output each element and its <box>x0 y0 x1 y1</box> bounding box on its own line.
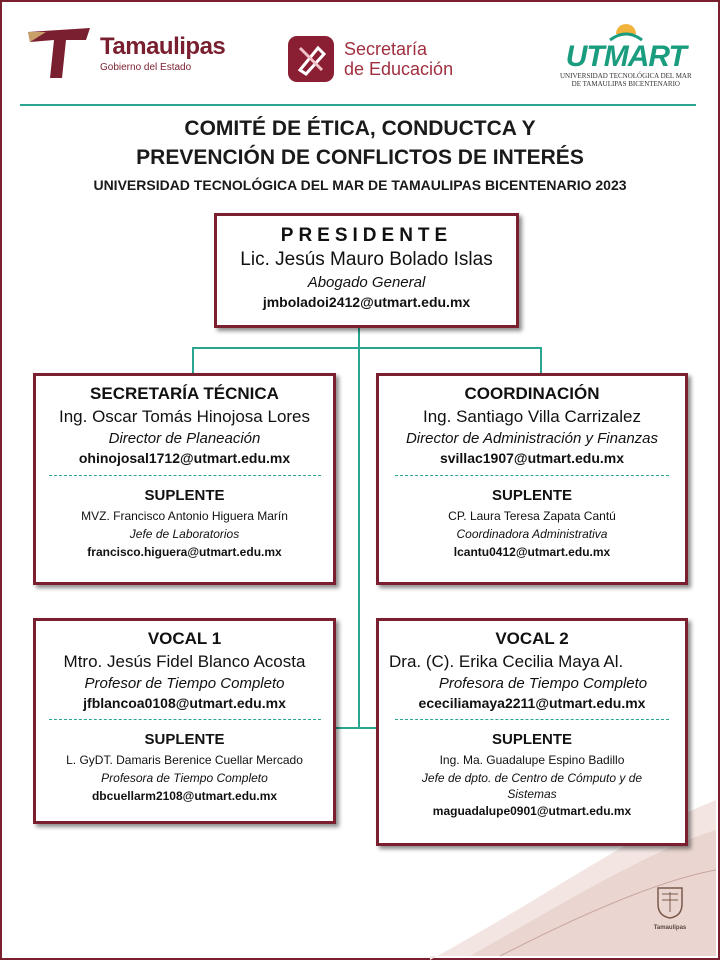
connector-main-vertical <box>358 326 360 728</box>
secretaria-educacion-logo <box>288 36 453 82</box>
suplente-position: Profesora de Tiempo Completo <box>101 771 268 785</box>
suplente-name: L. GyDT. Damaris Berenice Cuellar Mercado <box>66 753 303 767</box>
presidente-role: PRESIDENTE <box>280 225 453 246</box>
vocal-1-name: Mtro. Jesús Fidel Blanco Acosta <box>63 652 306 671</box>
coordinacion-name: Ing. Santiago Villa Carrizalez <box>423 407 641 426</box>
education-pencil-icon <box>288 36 334 82</box>
title-line-2: PREVENCIÓN DE CONFLICTOS DE INTERÉS <box>136 146 584 169</box>
secretaria-tecnica-name: Ing. Oscar Tomás Hinojosa Lores <box>58 407 311 426</box>
presidente-position: Abogado General <box>307 274 426 291</box>
vocal-1-box <box>33 618 336 824</box>
vocal-2-position: Profesora de Tiempo Completo <box>438 675 648 692</box>
divider <box>49 719 321 720</box>
connector-top-horizontal <box>192 347 542 349</box>
suplente-name: CP. Laura Teresa Zapata Cantú <box>448 509 616 523</box>
coat-of-arms-icon <box>652 884 688 920</box>
title-line-1: COMITÉ DE ÉTICA, CONDUCTCA Y <box>184 117 536 140</box>
coordinacion-box <box>376 373 688 585</box>
secretaria-tecnica-position: Director de Planeación <box>108 430 261 447</box>
suplente-position: Coordinadora Administrativa <box>456 527 608 541</box>
tamaulipas-seal <box>652 884 688 930</box>
suplente-email: maguadalupe0901@utmart.edu.mx <box>432 804 632 818</box>
header-divider <box>20 104 696 106</box>
vocal-1-position: Profesor de Tiempo Completo <box>84 675 285 692</box>
suplente-email: dbcuellarm2108@utmart.edu.mx <box>91 789 278 803</box>
suplente-name: Ing. Ma. Guadalupe Espino Badillo <box>439 753 625 767</box>
suplente-label: SUPLENTE <box>491 487 572 504</box>
seal-label: Tamaulipas <box>653 925 687 931</box>
suplente-email: francisco.higuera@utmart.edu.mx <box>87 545 282 559</box>
suplente-label: SUPLENTE <box>144 487 225 504</box>
suplente-position-line1: Jefe de dpto. de Centro de Cómputo y de <box>421 771 643 785</box>
tamaulipas-t-icon <box>26 26 92 80</box>
suplente-name: MVZ. Francisco Antonio Higuera Marín <box>81 509 288 523</box>
coordinacion-email: svillac1907@utmart.edu.mx <box>439 450 625 466</box>
secretaria-tecnica-box <box>33 373 336 585</box>
tamaulipas-name: Tamaulipas <box>100 33 226 60</box>
connector-to-vocales <box>334 727 380 729</box>
vocal-1-email: jfblancoa0108@utmart.edu.mx <box>83 695 286 711</box>
utmart-logo <box>560 22 692 88</box>
utmart-subtitle-1: UNIVERSIDAD TECNOLÓGICA DEL MAR <box>560 72 692 80</box>
divider <box>395 475 669 476</box>
utmart-wordmark: UTMART <box>565 40 686 73</box>
title-line-3: UNIVERSIDAD TECNOLÓGICA DEL MAR DE TAMAULIPAS BICENTENARIO 2023 <box>93 177 627 193</box>
vocal-2-box <box>376 618 688 846</box>
presidente-name: Lic. Jesús Mauro Bolado Islas <box>240 249 493 270</box>
utmart-subtitle-2: DE TAMAULIPAS BICENTENARIO <box>571 80 680 88</box>
vocal-1-role: VOCAL 1 <box>147 629 222 648</box>
presidente-email: jmboladoi2412@utmart.edu.mx <box>262 294 471 310</box>
tamaulipas-logo <box>26 26 225 80</box>
utmart-sun-icon <box>596 22 656 42</box>
vocal-2-email: ececiliamaya2211@utmart.edu.mx <box>418 695 646 711</box>
tamaulipas-subtitle: Gobierno del Estado <box>100 62 192 73</box>
coordinacion-role: COORDINACIÓN <box>464 384 600 403</box>
coordinacion-position: Director de Administración y Finanzas <box>405 430 659 447</box>
suplente-email: lcantu0412@utmart.edu.mx <box>453 545 611 559</box>
divider <box>49 475 321 476</box>
suplente-label: SUPLENTE <box>491 731 572 748</box>
connector-to-secretaria <box>192 347 194 375</box>
vocal-2-name: Dra. (C). Erika Cecilia Maya Al. <box>389 652 624 671</box>
suplente-label: SUPLENTE <box>144 731 225 748</box>
secretaria-tecnica-role: SECRETARÍA TÉCNICA <box>90 384 279 403</box>
secretaria-line1: Secretaría <box>344 39 428 59</box>
suplente-position-line2: Sistemas <box>507 787 557 801</box>
divider <box>395 719 669 720</box>
secretaria-line2: de Educación <box>344 59 454 79</box>
secretaria-tecnica-email: ohinojosal1712@utmart.edu.mx <box>78 450 291 466</box>
presidente-box <box>214 213 519 328</box>
vocal-2-role: VOCAL 2 <box>495 629 569 648</box>
connector-to-coordinacion <box>540 347 542 375</box>
suplente-position: Jefe de Laboratorios <box>129 527 240 541</box>
